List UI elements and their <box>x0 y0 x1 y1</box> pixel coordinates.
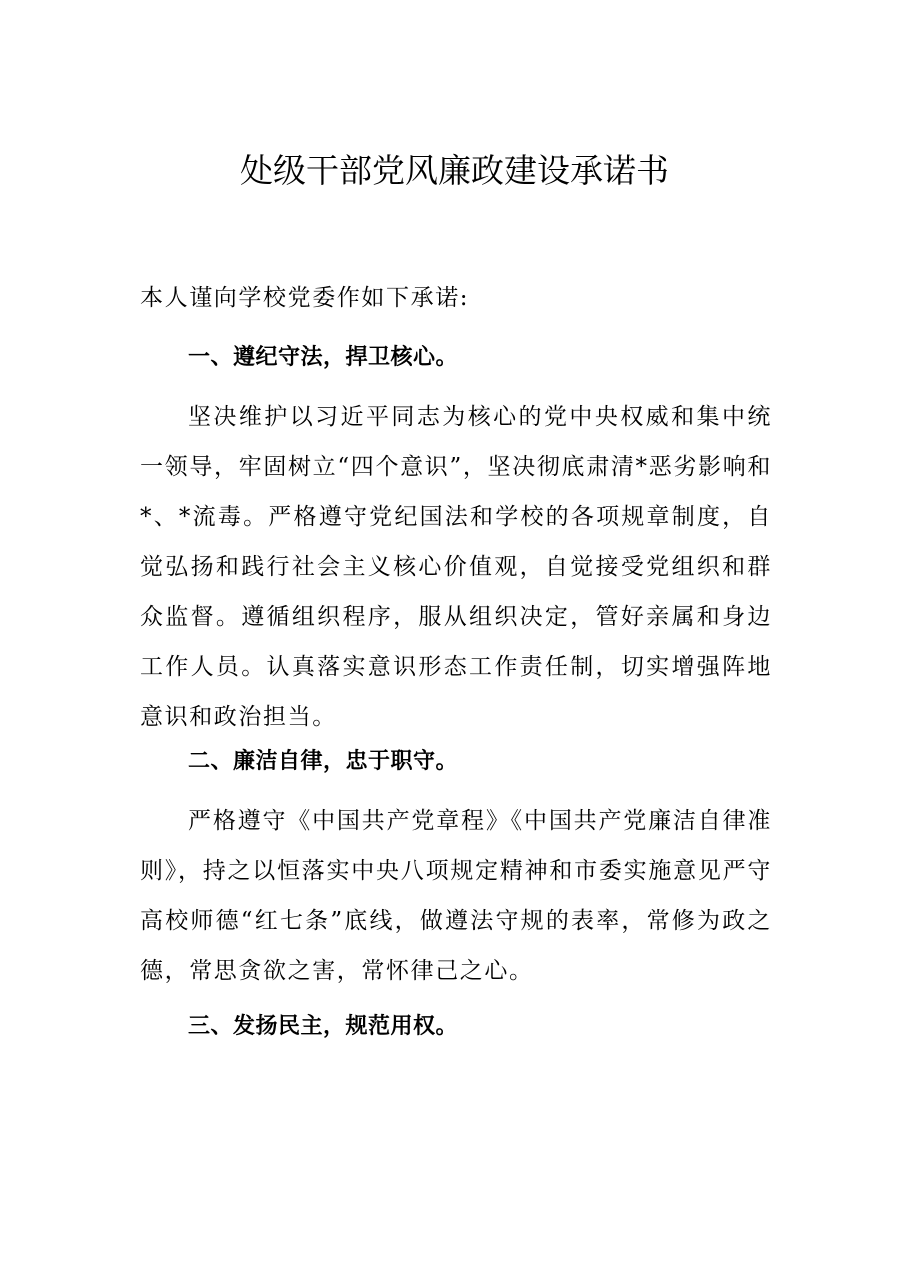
section-1-heading: 一、遵纪守法，捍卫核心。 <box>188 345 459 370</box>
intro-text: 本人谨向学校党委作如下承诺: <box>140 285 470 311</box>
document-title: 处级干部党风廉政建设承诺书 <box>240 151 669 190</box>
section-1-paragraph: 坚决维护以习近平同志为核心的党中央权威和集中统一领导，牢固树立“四个意识”，坚决彻底肃清*恶劣影响和*、*流毒。严格遵守党纪国法和学校的各项规章制度，自觉弘扬和践行社会主义核心价值观，自觉接受党组织和群众监督。遵循组织程序，服从组织决定，管好亲属和身边工作人员。认真落实意识形态工作责任制，切实增强阵地意识和政治担当。 <box>140 404 772 730</box>
section-2-heading: 二、廉洁自律，忠于职守。 <box>188 749 459 774</box>
section-2-paragraph: 严格遵守《中国共产党章程》《中国共产党廉洁自律准则》，持之以恒落实中央八项规定精神和市委实施意见严守高校师德“红七条”底线，做遵法守规的表率，常修为政之德，常思贪欲之害，常怀律己之心。 <box>140 808 772 984</box>
section-3-heading: 三、发扬民主，规范用权。 <box>188 1014 459 1039</box>
